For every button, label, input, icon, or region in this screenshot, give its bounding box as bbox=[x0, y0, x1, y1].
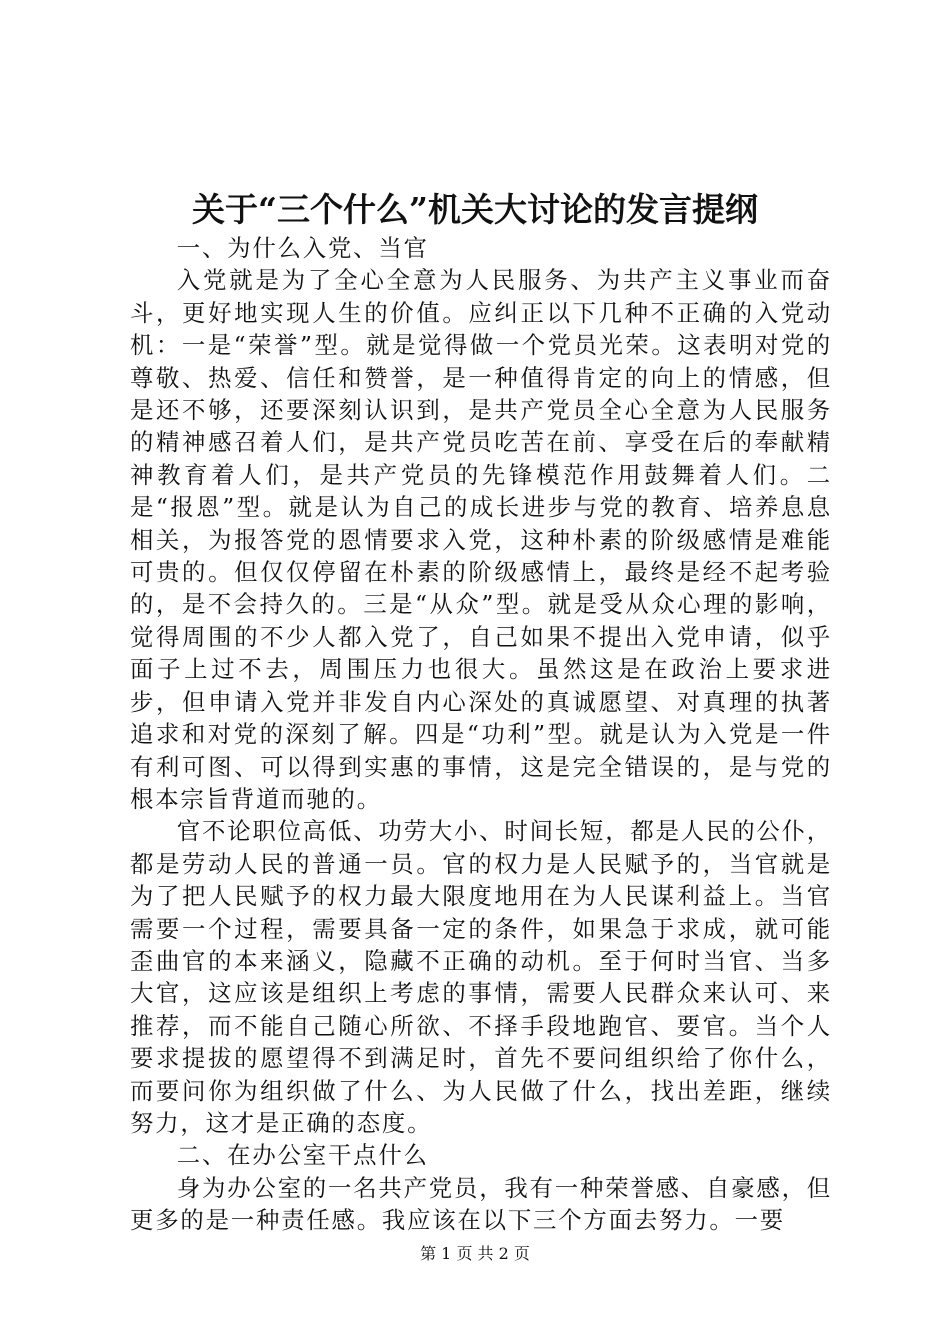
paragraph-be-official: 官不论职位高低、功劳大小、时间长短，都是人民的公仆，都是劳动人民的普通一员。官的权力是人民赋予的，当官就是为了把人民赋予的权力最大限度地用在为人民谋利益上。当官需要一个过程，需要具备一定的条件，如果急于求成，就可能歪曲官的本来涵义，隐藏不正确的动机。至于何时当官、当多大官，这应该是组织上考虑的事情，需要人民群众来认可、来推荐，而不能自己随心所欲、不择手段地跑官、要官。当个人要求提拔的愿望得不到满足时，首先不要问组织给了你什么，而要问你为组织做了什么、为人民做了什么，找出差距，继续努力，这才是正确的态度。 bbox=[130, 817, 832, 1137]
page-number-footer: 第 1 页 共 2 页 bbox=[420, 1244, 530, 1263]
document-title: 关于“三个什么”机关大讨论的发言提纲 bbox=[192, 190, 758, 229]
paragraph-office-duty: 身为办公室的一名共产党员，我有一种荣誉感、自豪感，但更多的是一种责任感。我应该在以下三个方面去努力。一要 bbox=[130, 1173, 832, 1235]
paragraph-join-party: 入党就是为了全心全意为人民服务、为共产主义事业而奋斗，更好地实现人生的价值。应纠正以下几种不正确的入党动机：一是“荣誉”型。就是觉得做一个党员光荣。这表明对党的尊敬、热爱、信任和赞誉，是一种值得肯定的向上的情感，但是还不够，还要深刻认识到，是共产党员全心全意为人民服务的精神感召着人们，是共产党员吃苦在前、享受在后的奉献精神教育着人们，是共产党员的先锋模范作用鼓舞着人们。二是“报恩”型。就是认为自己的成长进步与党的教育、培养息息相关，为报答党的恩情要求入党，这种朴素的阶级感情是难能可贵的。但仅仅停留在朴素的阶级感情上，最终是经不起考验的，是不会持久的。三是“从众”型。就是受从众心理的影响，觉得周围的不少人都入党了，自己如果不提出入党申请，似乎面子上过不去，周围压力也很大。虽然这是在政治上要求进步，但申请入党并非发自内心深处的真诚愿望、对真理的执著追求和对党的深刻了解。四是“功利”型。就是认为入党是一件有利可图、可以得到实惠的事情，这是完全错误的，是与党的根本宗旨背道而驰的。 bbox=[130, 266, 832, 813]
section-heading-1: 一、为什么入党、当官 bbox=[176, 234, 429, 262]
section-heading-2: 二、在办公室干点什么 bbox=[176, 1141, 429, 1170]
document-body bbox=[130, 232, 832, 1237]
